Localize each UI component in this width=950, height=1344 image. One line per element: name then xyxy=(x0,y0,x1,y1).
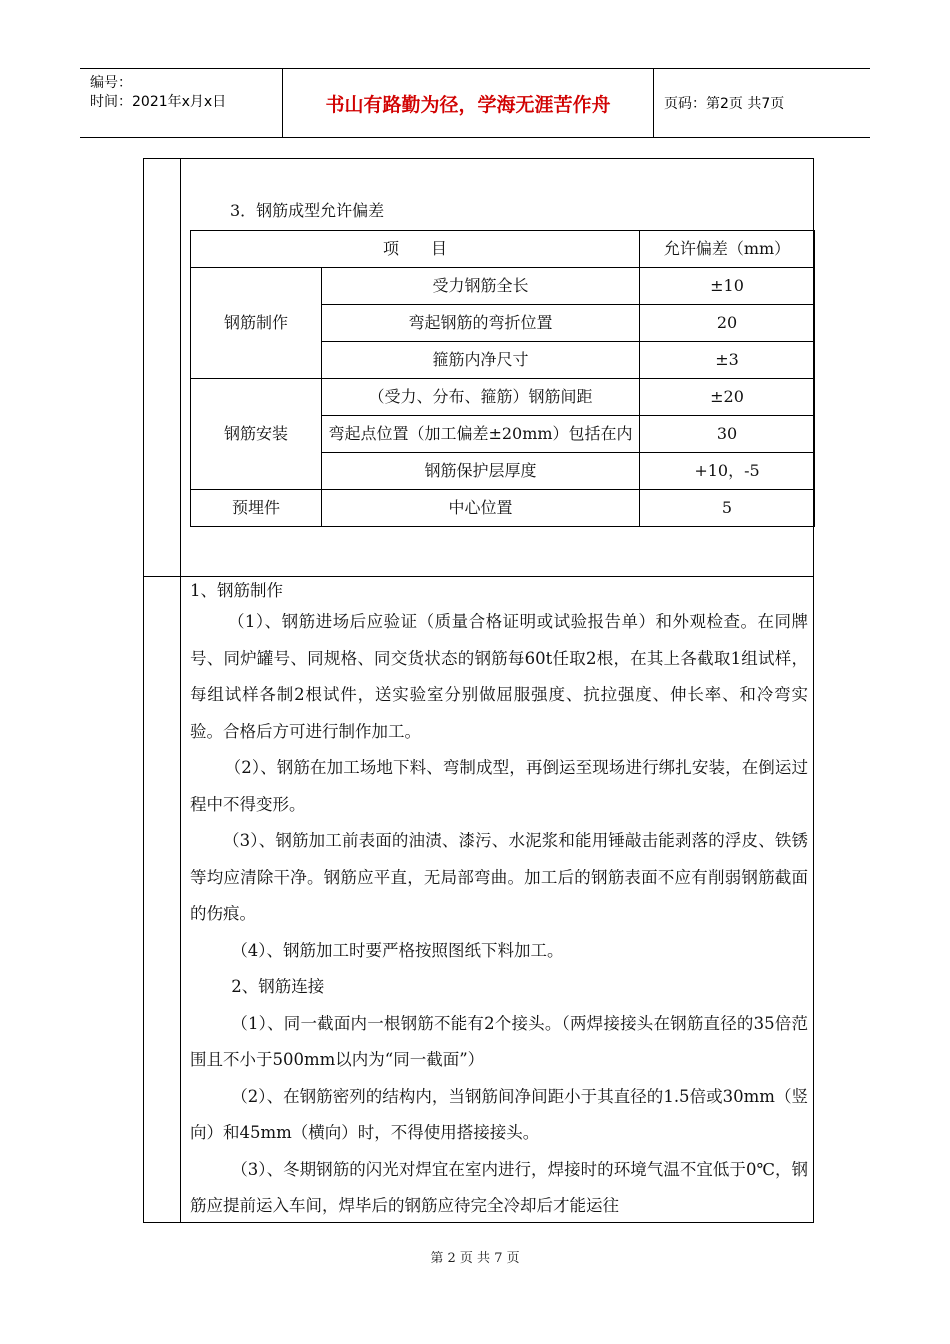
construction-requirements-text xyxy=(190,578,808,1225)
paragraph: （3）、钢筋加工前表面的油渍、漆污、水泥浆和能用锤敲击能剥落的浮皮、铁锈等均应清除干净。钢筋应平直，无局部弯曲。加工后的钢筋表面不应有削弱钢筋截面的伤痕。 xyxy=(190,831,808,923)
frame-section-divider xyxy=(143,576,814,577)
item-cell: 弯起钢筋的弯折位置 xyxy=(322,305,640,342)
tolerance-cell: +10，-5 xyxy=(640,453,815,490)
paragraph: （3）、冬期钢筋的闪光对焊宜在室内进行，焊接时的环境气温不宜低于0℃，钢筋应提前运入车间，焊毕后的钢筋应待完全冷却后才能运往 xyxy=(190,1159,808,1215)
column-header-item: 项 目 xyxy=(191,231,640,268)
tolerance-cell: ±20 xyxy=(640,379,815,416)
header-page-code: 页码：第2页 共7页 xyxy=(664,96,785,112)
column-header-tolerance: 允许偏差（mm） xyxy=(640,231,815,268)
document-date-label: 时间：2021年x月x日 xyxy=(90,94,227,110)
paragraph: （2）、在钢筋密列的结构内，当钢筋间净间距小于其直径的1.5倍或30mm（竖向）和45mm（横向）时，不得使用搭接接头。 xyxy=(190,1086,808,1142)
group-name-embedded: 预埋件 xyxy=(191,490,322,527)
tolerance-cell: 30 xyxy=(640,416,815,453)
frame-left-border xyxy=(143,158,144,1223)
item-cell: 受力钢筋全长 xyxy=(322,268,640,305)
frame-inner-border xyxy=(180,158,181,1223)
tolerance-table xyxy=(190,230,815,527)
document-code-label: 编号： xyxy=(90,75,132,91)
tolerance-cell: 5 xyxy=(640,490,815,527)
page-header xyxy=(80,68,870,138)
table-row xyxy=(191,268,815,305)
section-heading: 2、钢筋连接 xyxy=(231,977,325,996)
item-cell: 钢筋保护层厚度 xyxy=(322,453,640,490)
paragraph: （1）、钢筋进场后应验证（质量合格证明或试验报告单）和外观检查。在同牌号、同炉罐号、同规格、同交货状态的钢筋每60t任取2根，在其上各截取1组试样，每组试样各制2根试件，送实验室分别做屈服强度、抗拉强度、伸长率、和冷弯实验。合格后方可进行制作加工。 xyxy=(190,612,808,741)
paragraph: （1）、同一截面内一根钢筋不能有2个接头。（两焊接接头在钢筋直径的35倍范围且不小于500mm以内为“同一截面”） xyxy=(190,1013,808,1069)
frame-top-border xyxy=(143,158,814,159)
tolerance-cell: ±3 xyxy=(640,342,815,379)
page-footer: 第 2 页 共 7 页 xyxy=(430,1251,520,1266)
table-header-row xyxy=(191,231,815,268)
item-cell: （受力、分布、箍筋）钢筋间距 xyxy=(322,379,640,416)
item-cell: 中心位置 xyxy=(322,490,640,527)
item-cell: 弯起点位置（加工偏差±20mm）包括在内 xyxy=(322,416,640,453)
group-name-installation: 钢筋安装 xyxy=(191,379,322,490)
item-cell: 箍筋内净尺寸 xyxy=(322,342,640,379)
section-heading: 1、钢筋制作 xyxy=(190,581,283,600)
header-motto: 书山有路勤为径，学海无涯苦作舟 xyxy=(325,93,611,116)
tolerance-cell: ±10 xyxy=(640,268,815,305)
table-row xyxy=(191,379,815,416)
group-name-fabrication: 钢筋制作 xyxy=(191,268,322,379)
paragraph: （4）、钢筋加工时要严格按照图纸下料加工。 xyxy=(231,940,564,960)
tolerance-section-title: 3．钢筋成型允许偏差 xyxy=(230,201,385,220)
header-divider xyxy=(653,69,654,137)
tolerance-cell: 20 xyxy=(640,305,815,342)
table-row xyxy=(191,490,815,527)
paragraph: （2）、钢筋在加工场地下料、弯制成型，再倒运至现场进行绑扎安装，在倒运过程中不得变形。 xyxy=(190,758,808,814)
